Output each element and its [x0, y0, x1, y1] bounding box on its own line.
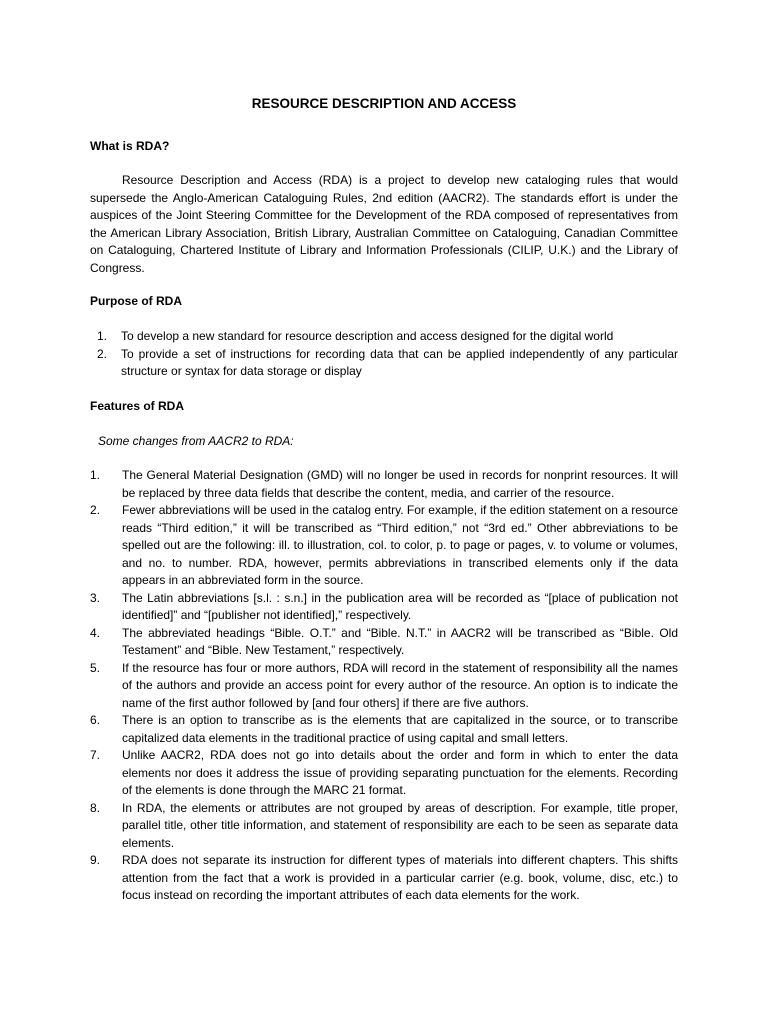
list-item-number: 8.	[90, 800, 101, 815]
list-item	[90, 800, 678, 853]
list-item-number: 1.	[97, 329, 108, 343]
list-item	[90, 625, 678, 660]
list-item-text: If the resource has four or more authors, RDA will record in the statement of responsibility all the names of the authors and provide an access point for every author of the resource. An option is to indicate the name of the first author followed by [and four others] if there are five authors.	[122, 660, 678, 710]
document-title: RESOURCE DESCRIPTION AND ACCESS	[251, 96, 517, 111]
list-item-number: 3.	[90, 590, 101, 605]
features-subheading: Some changes from AACR2 to RDA:	[98, 434, 294, 448]
list-item-number: 9.	[90, 853, 101, 867]
list-item-number: 2.	[90, 503, 101, 517]
list-item	[90, 590, 678, 625]
what-is-rda-heading: What is RDA?	[90, 139, 170, 153]
list-item-number: 2.	[97, 346, 108, 361]
list-item	[90, 467, 678, 502]
what-is-rda-paragraph: Resource Description and Access (RDA) is a project to develop new cataloging rules that would supersede the Anglo-American Cataloguing Rules, 2nd edition (AACR2). The standards effort is under the auspices of the Joint Steering Committee for the Development of the RDA composed of representatives from the American Library Association, British Library, Australian Committee on Cataloguing, Canadian Committee on Cataloguing, Chartered Institute of Library and Information Professionals (CILIP, U.K.) and the Library of Congress.	[90, 173, 678, 275]
list-item-text: The General Material Designation (GMD) will no longer be used in records for nonprint resources. It will be replaced by three data fields that describe the content, media, and carrier of the resource.	[122, 468, 678, 500]
purpose-list	[90, 328, 678, 381]
list-item-text: To provide a set of instructions for recording data that can be applied independently of any particular structure or syntax for data storage or display	[121, 346, 678, 378]
list-item-text: To develop a new standard for resource description and access designed for the digital world	[121, 329, 614, 343]
list-item-text: The Latin abbreviations [s.l. : s.n.] in the publication area will be recorded as “[place of publication not identified]” and “[publisher not identified],” respectively.	[122, 590, 678, 622]
list-item-number: 4.	[90, 625, 101, 640]
list-item-text: Fewer abbreviations will be used in the catalog entry. For example, if the edition statement on a resource reads “Third edition,” it will be transcribed as “Third edition,” not “3rd ed.” Other abbreviations to be spelled out are the following: ill. to illustration, col. to color, p. to page or pages, v. to volume or volumes, and no. to number. RDA, however, permits abbreviations in transcribed elements only if the data appears in an abbreviated form in the source.	[122, 503, 678, 587]
purpose-heading: Purpose of RDA	[90, 294, 183, 308]
features-heading: Features of RDA	[90, 399, 185, 413]
list-item	[90, 502, 678, 590]
list-item	[90, 328, 678, 346]
list-item-text: RDA does not separate its instruction for different types of materials into different chapters. This shifts attention from the fact that a work is provided in a particular carrier (e.g. book, volume, disc, etc.) to focus instead on recording the important attributes of each data elements for the work.	[122, 853, 678, 902]
list-item-number: 1.	[90, 468, 101, 482]
list-item-number: 6.	[90, 713, 101, 727]
list-item-text: In RDA, the elements or attributes are not grouped by areas of description. For example, title proper, parallel title, other title information, and statement of responsibility are each to be seen as separate data elements.	[122, 800, 678, 850]
list-item	[90, 852, 678, 905]
features-list	[90, 467, 678, 905]
list-item	[90, 712, 678, 747]
list-item-number: 7.	[90, 748, 101, 762]
list-item-text: There is an option to transcribe as is the elements that are capitalized in the source, or to transcribe capitalized data elements in the traditional practice of using capital and small letters.	[122, 713, 678, 745]
list-item-text: Unlike AACR2, RDA does not go into details about the order and form in which to enter the data elements nor does it address the issue of providing separating punctuation for the elements. Recording of the elements is done through the MARC 21 format.	[122, 748, 678, 797]
list-item-text: The abbreviated headings “Bible. O.T.” and “Bible. N.T.” in AACR2 will be transcribed as “Bible. Old Testament” and “Bible. New Testament,” respectively.	[122, 625, 678, 657]
list-item	[90, 346, 678, 381]
list-item	[90, 747, 678, 800]
list-item	[90, 660, 678, 713]
list-item-number: 5.	[90, 660, 101, 675]
